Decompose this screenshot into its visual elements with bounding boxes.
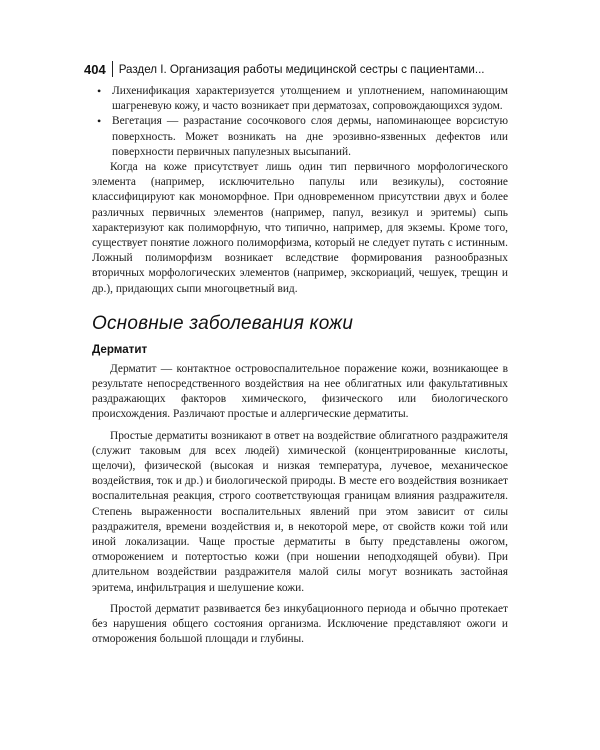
page-content	[92, 84, 508, 648]
running-title: Раздел I. Организация работы медицинской сестры с пациентами...	[118, 62, 485, 76]
paragraph-simple-dermatitis: Простые дерматиты возникают в ответ на воздействие облигатного раздражителя (служит таковым для всех людей) химической (концентрированные кислоты, щелочи), физической (высокая и низкая температура, лучевое, механическое воздействия, ток и др.) и биологической природы. В месте его воздействия возникает воспалительная реакция, строго соответствующая границам влияния раздражителя. Степень выраженности воспалительных явлений при этом зависит от силы раздражителя, времени воздействия и, в некоторой мере, от свойств кожи той или иной локализации. Чаще простые дерматиты в быту представлены ожогом, отморожением и потертостью кожи (при ношении неподходящей обуви). При длительном воздействии раздражителя малой силы могут возникать застойная эритема, инфильтрация и шелушение кожи.	[92, 429, 508, 594]
bullet-list	[92, 84, 508, 160]
paragraph-simple-dermatitis-course: Простой дерматит развивается без инкубационного периода и обычно протекает без нарушения общего состояния организма. Исключение представляют ожоги и отморожения большой площади и глубины.	[92, 602, 508, 646]
bullet-dot-icon: •	[97, 114, 102, 129]
paragraph-morphology: Когда на коже присутствует лишь один тип первичного морфологического элемента (например, исключительно папулы или везикулы), состояние классифицируют как мономорфное. При одновременном присутствии двух и более различных первичных элементов (например, папул, везикул и эритемы) сыпь характеризуют как полиморфную, что типично, например, для экземы. Кроме того, существует понятие ложного полиморфизма, который не следует путать с истинным. Ложный полиморфизм возникает вследствие формирования разнообразных вторичных морфологических элементов (например, экскориаций, чешуек, трещин и др.), придающих сыпи многоцветный вид.	[92, 161, 508, 295]
section-title: Основные заболевания кожи	[92, 312, 354, 334]
header-divider	[112, 61, 113, 77]
bullet-text: Вегетация — разрастание сосочкового слоя дермы, напоминающее ворсистую поверхность. Может возникать на дне эрозивно-язвенных дефектов или поверхности первичных папулезных высыпаний.	[112, 115, 508, 158]
page-header	[84, 60, 514, 78]
subsection-title: Дерматит	[92, 342, 148, 356]
paragraph-dermatitis-definition: Дерматит — контактное островоспалительное поражение кожи, возникающее в результате непосредственного воздействия на нее облигатных или факультативных раздражающих факторов химического, физического или биологического происхождения. Различают простые и аллергические дерматиты.	[92, 362, 508, 421]
bullet-item-lichenification	[92, 84, 508, 114]
bullet-dot-icon: •	[97, 84, 102, 98]
bullet-text: Лихенификация характеризуется утолщением и уплотнением, напоминающим шагреневую кожу, и часто возникает при дерматозах, сопровождающихся зудом.	[112, 85, 508, 113]
bullet-item-vegetation	[92, 114, 508, 160]
page-number: 404	[84, 61, 106, 77]
